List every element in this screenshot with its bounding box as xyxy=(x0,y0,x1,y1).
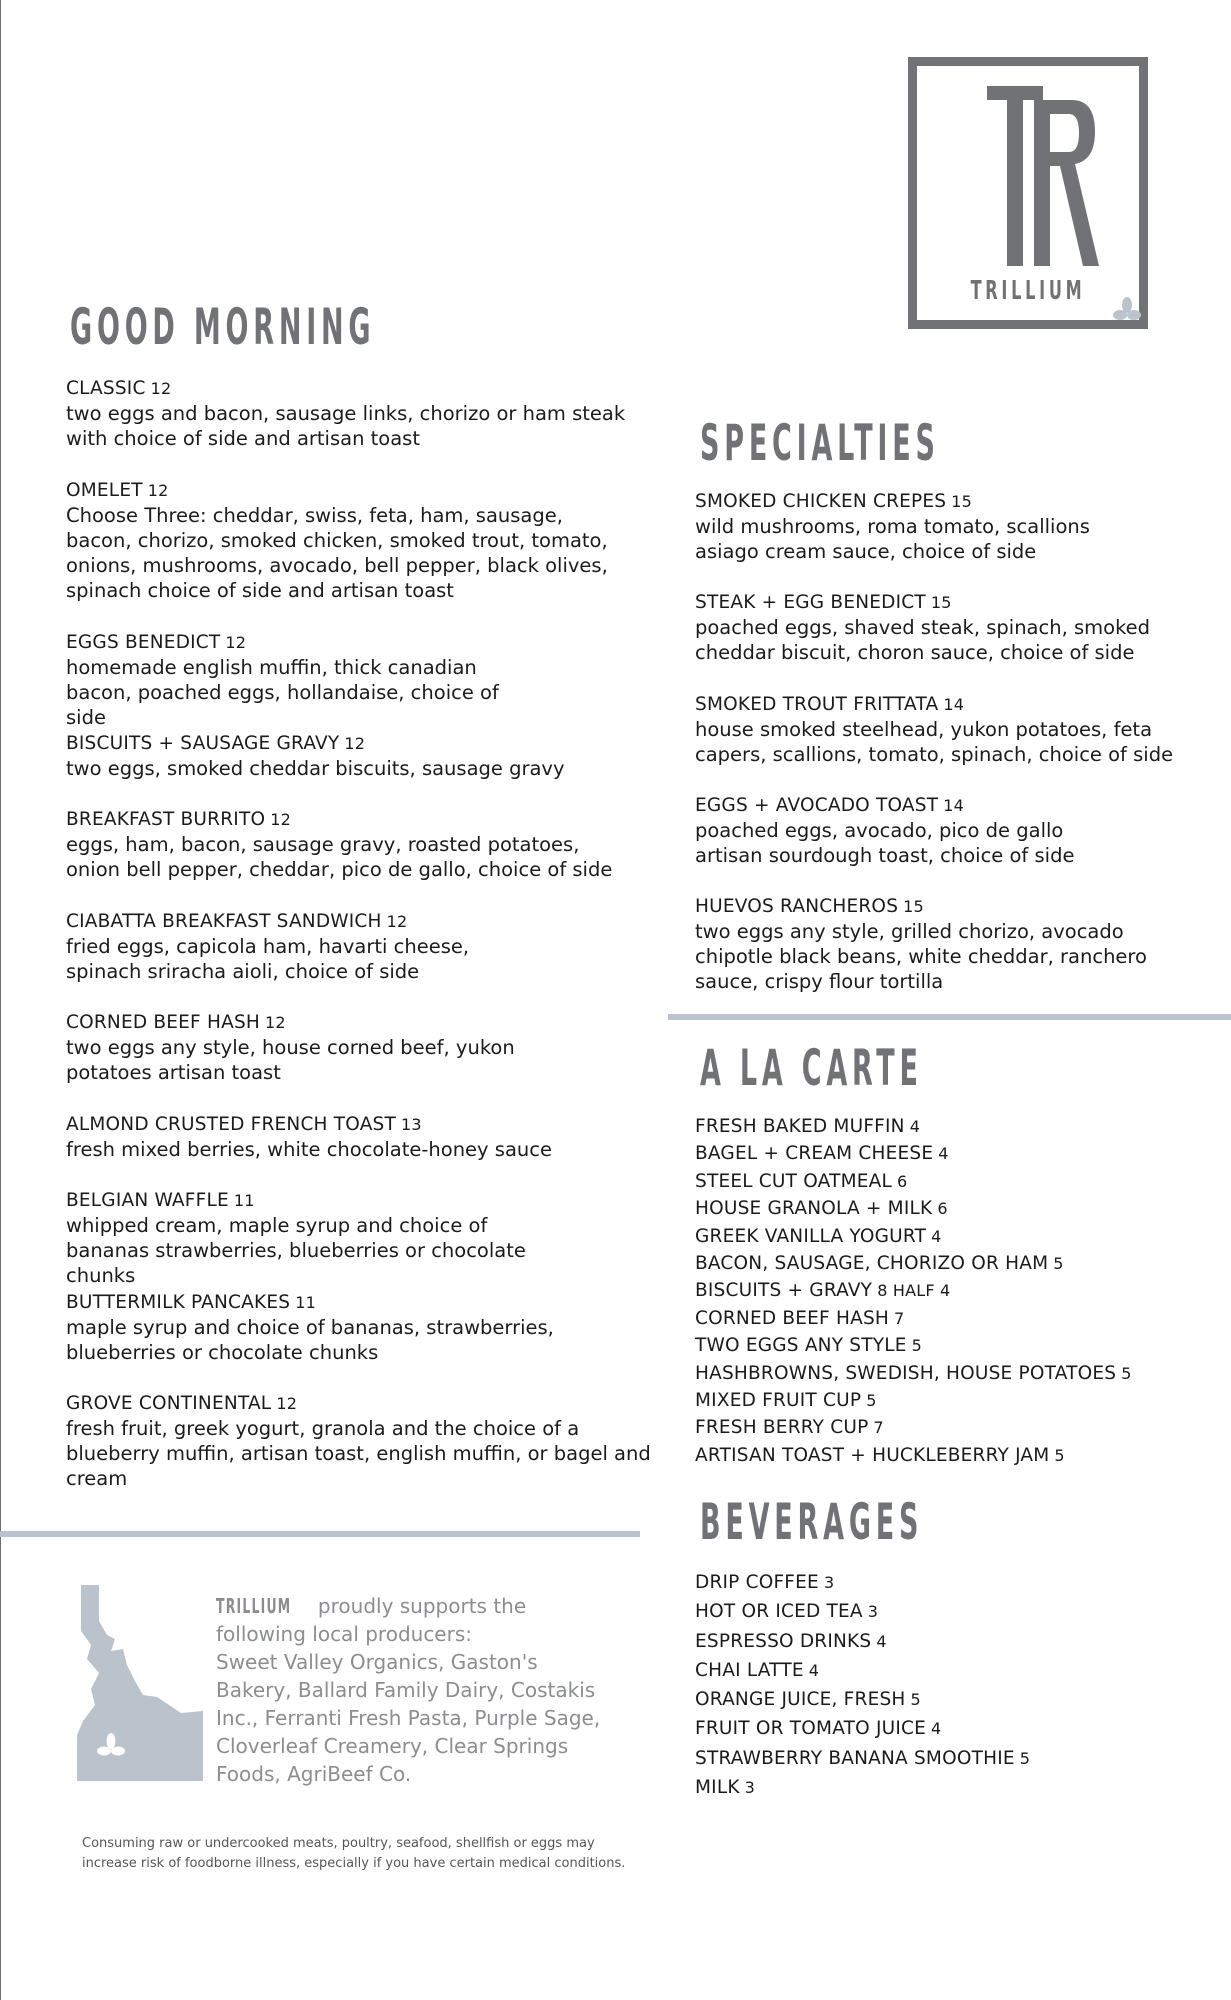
menu-item: OMELET 12 Choose Three: cheddar, swiss, feta, ham, sausage, bacon, chorizo, smoked chicken, smoked trout, tomato, onions, mushrooms, avocado, bell pepper, black olives, spinach choice of side and artisan toast xyxy=(66,480,608,602)
menu-item: BREAKFAST BURRITO 12 eggs, ham, bacon, sausage gravy, roasted potatoes, onion bell pepper, cheddar, pico de gallo, choice of side xyxy=(66,809,613,881)
a-la-carte-heading: A LA CARTE xyxy=(700,1039,923,1097)
menu-item: CIABATTA BREAKFAST SANDWICH 12 fried eggs, capicola ham, havarti cheese, spinach sriracha aioli, choice of side xyxy=(66,911,470,983)
idaho-state-icon xyxy=(77,1585,203,1781)
list-item: CHAI LATTE 4 xyxy=(695,1659,820,1681)
tr-monogram xyxy=(917,86,1139,266)
list-item: DRIP COFFEE 3 xyxy=(695,1572,835,1593)
list-item: ARTISAN TOAST + HUCKLEBERRY JAM 5 xyxy=(695,1444,1065,1466)
food-safety-disclaimer: Consuming raw or undercooked meats, poultry, seafood, shellfish or eggs may increase risk of foodborne illness, especially if you have certain medical conditions. xyxy=(82,1836,626,1871)
list-item: HOT OR ICED TEA 3 xyxy=(695,1601,879,1623)
list-item: STRAWBERRY BANANA SMOOTHIE 5 xyxy=(695,1747,1031,1769)
list-item: GREEK VANILLA YOGURT 4 xyxy=(695,1225,942,1247)
local-producers-note: TRILLIUM proudly supports the following local producers: Sweet Valley Organics, Gaston's Bakery, Ballard Family Dairy, Costakis Inc., Ferranti Fresh Pasta, Purple Sage, Cloverleaf Creamery, Clear Springs Foods, AgriBeef Co. xyxy=(216,1594,601,1786)
menu-item: EGGS BENEDICT 12 homemade english muffin, thick canadian bacon, poached eggs, hollandaise, choice of side xyxy=(66,632,499,729)
menu-item: CLASSIC 12 two eggs and bacon, sausage links, chorizo or ham steak with choice of side and artisan toast xyxy=(66,378,626,450)
menu-item: SMOKED CHICKEN CREPES 15 wild mushrooms, roma tomato, scallions asiago cream sauce, choice of side xyxy=(695,491,1090,563)
trillium-flower-icon xyxy=(1113,296,1141,324)
list-item: ORANGE JUICE, FRESH 5 xyxy=(695,1689,921,1711)
section-divider xyxy=(668,1014,1231,1020)
list-item: FRUIT OR TOMATO JUICE 4 xyxy=(695,1718,942,1740)
list-item: FRESH BAKED MUFFIN 4 xyxy=(695,1116,921,1137)
trillium-brand-text: TRILLIUM xyxy=(216,1594,292,1618)
menu-item: GROVE CONTINENTAL 12 fresh fruit, greek yogurt, granola and the choice of a blueberry muffin, artisan toast, english muffin, or bagel and cream xyxy=(66,1393,651,1490)
list-item: ESPRESSO DRINKS 4 xyxy=(695,1630,887,1652)
menu-item: STEAK + EGG BENEDICT 15 poached eggs, shaved steak, spinach, smoked cheddar biscuit, choron sauce, choice of side xyxy=(695,592,1151,664)
list-item: MILK 3 xyxy=(695,1777,756,1799)
menu-item: HUEVOS RANCHEROS 15 two eggs any style, grilled chorizo, avocado chipotle black beans, white cheddar, ranchero sauce, crispy flour tortilla xyxy=(695,896,1147,993)
menu-item: ALMOND CRUSTED FRENCH TOAST 13 fresh mixed berries, white chocolate-honey sauce xyxy=(66,1114,552,1161)
list-item: HOUSE GRANOLA + MILK 6 xyxy=(695,1198,948,1220)
list-item: STEEL CUT OATMEAL 6 xyxy=(695,1170,908,1192)
list-item: TWO EGGS ANY STYLE 5 xyxy=(695,1335,923,1357)
list-item: HASHBROWNS, SWEDISH, HOUSE POTATOES 5 xyxy=(695,1362,1132,1384)
menu-item: CORNED BEEF HASH 12 two eggs any style, house corned beef, yukon potatoes artisan toast xyxy=(66,1012,515,1084)
specialties-heading: SPECIALTIES xyxy=(700,414,940,472)
trillium-wordmark: TRILLIUM xyxy=(970,276,1086,306)
list-item: FRESH BERRY CUP 7 xyxy=(695,1417,884,1439)
list-item: BISCUITS + GRAVY 8 HALF 4 xyxy=(695,1280,951,1302)
menu-item: EGGS + AVOCADO TOAST 14 poached eggs, avocado, pico de gallo artisan sourdough toast, choice of side xyxy=(695,795,1075,867)
list-item: MIXED FRUIT CUP 5 xyxy=(695,1390,877,1412)
beverages-list xyxy=(695,1568,1030,1802)
section-divider xyxy=(0,1531,640,1537)
list-item: BAGEL + CREAM CHEESE 4 xyxy=(695,1143,949,1165)
producers-list: Sweet Valley Organics, Gaston's Bakery, Ballard Family Dairy, Costakis Inc., Ferranti Fresh Pasta, Purple Sage, Cloverleaf Creamery, Clear Springs Foods, AgriBeef Co. xyxy=(216,1650,601,1786)
a-la-carte-list xyxy=(695,1113,1132,1469)
beverages-heading: BEVERAGES xyxy=(700,1493,924,1551)
menu-item: SMOKED TROUT FRITTATA 14 house smoked steelhead, yukon potatoes, feta capers, scallions, tomato, spinach, choice of side xyxy=(695,694,1174,766)
list-item: BACON, SAUSAGE, CHORIZO OR HAM 5 xyxy=(695,1253,1064,1275)
page-edge-line xyxy=(0,0,1,2000)
good-morning-heading: GOOD MORNING xyxy=(70,298,376,356)
menu-item: BUTTERMILK PANCAKES 11 maple syrup and choice of bananas, strawberries, blueberries or chocolate chunks xyxy=(66,1292,554,1364)
menu-item: BELGIAN WAFFLE 11 whipped cream, maple syrup and choice of bananas strawberries, blueberries or chocolate chunks xyxy=(66,1190,526,1287)
menu-item: BISCUITS + SAUSAGE GRAVY 12 two eggs, smoked cheddar biscuits, sausage gravy xyxy=(66,733,565,780)
trillium-logo xyxy=(908,57,1148,329)
list-item: CORNED BEEF HASH 7 xyxy=(695,1307,905,1329)
